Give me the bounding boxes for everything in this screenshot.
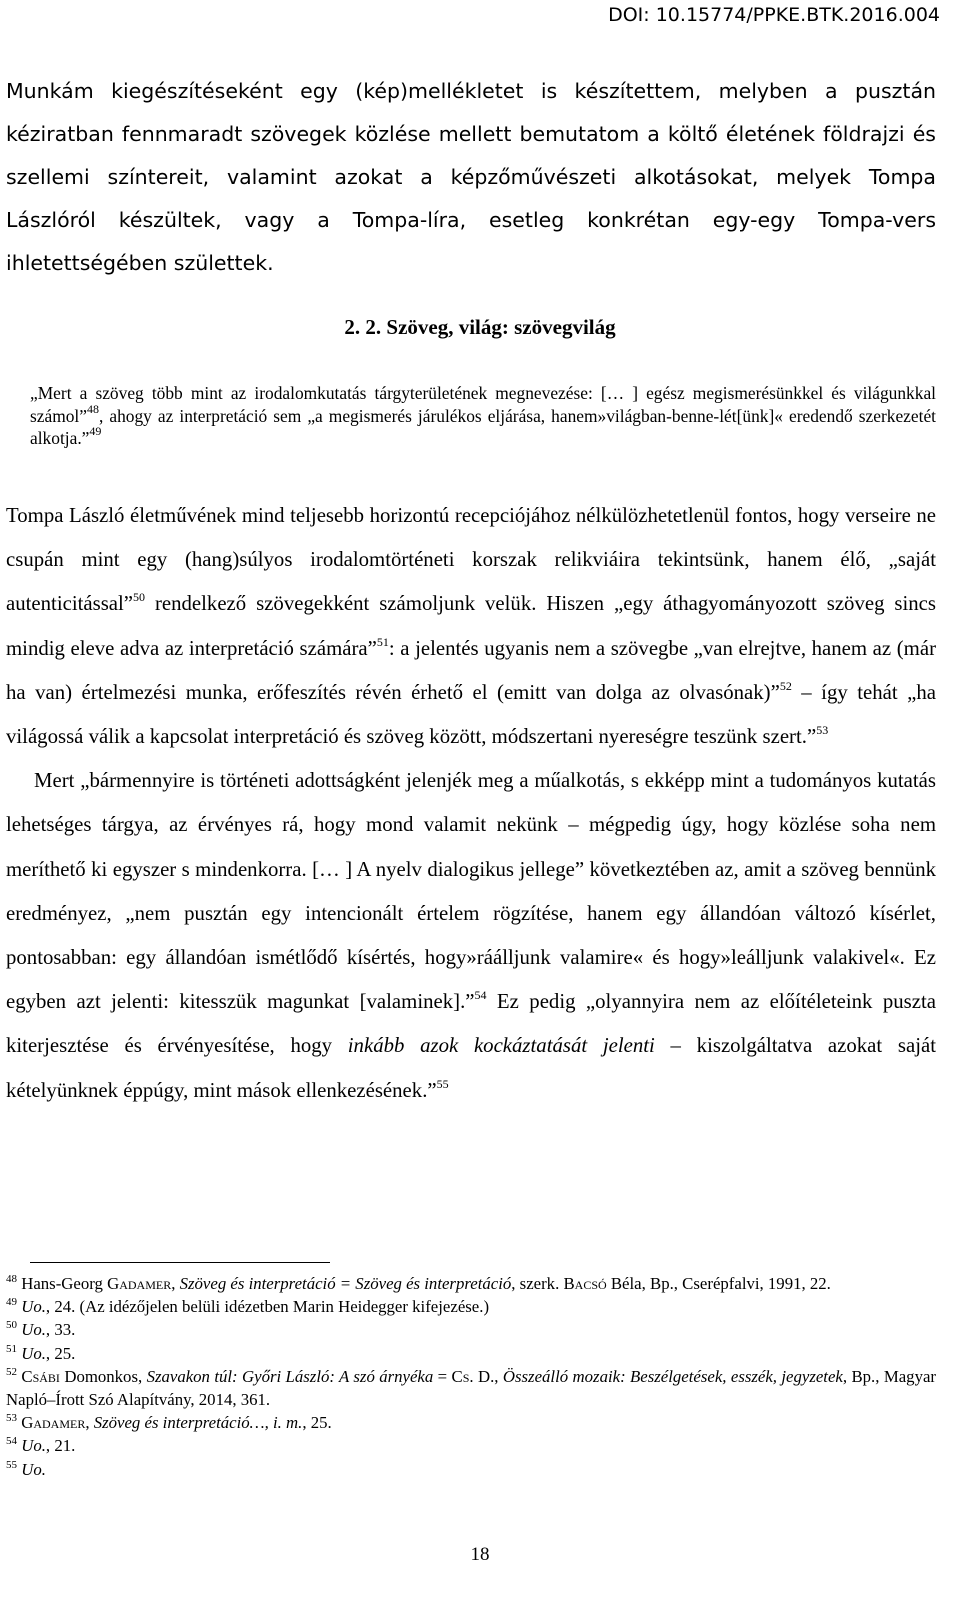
footnote-title: Uo. (21, 1343, 46, 1363)
footnote-text: , szerk. (511, 1274, 564, 1293)
footnote-title: Uo. (21, 1297, 46, 1317)
footnote-editor: Cs. D. (451, 1366, 495, 1386)
footnote-editor: Bacsó (563, 1274, 607, 1293)
body-text (6, 494, 936, 1113)
footnote-title: Uo. (21, 1320, 46, 1340)
footnote-title: Szöveg és interpretáció = Szöveg és interpretáció (179, 1274, 512, 1293)
footnote-ref-49[interactable]: 49 (89, 424, 102, 438)
footnote-50 (6, 1318, 936, 1341)
footnote-ref-54[interactable]: 54 (474, 988, 487, 1003)
footnote-title: Uo. (21, 1459, 46, 1479)
footnote-text: , (85, 1413, 94, 1433)
block-quote (30, 382, 936, 450)
intro-paragraph: Munkám kiegészítéseként egy (kép)mellékletet is készítettem, melyben a pusztán kéziratban fennmaradt szövegek közlése mellett bemutatom a költő életének földrajzi és szellemi színtereit, valamint azokat a képzőművészeti alkotásokat, melyek Tompa Lászlóról készültek, vagy a Tompa-líra, esetleg konkrétan egy-egy Tompa-vers ihletettségében születtek. (6, 79, 936, 275)
footnote-text: , (171, 1274, 180, 1293)
section-heading: 2. 2. Szöveg, világ: szövegvilág (344, 315, 616, 339)
footnote-text: Domonkos, (59, 1366, 147, 1386)
footnotes (6, 1272, 936, 1481)
footnote-55 (6, 1458, 936, 1481)
footnote-number: 49 (6, 1296, 17, 1309)
quote-text-2: , ahogy az interpretáció sem „a megismerés járulékos eljárása, hanem»világban-benne-lét[ünk]« eredendő szerkezetét alkotja.” (30, 405, 936, 448)
footnote-54 (6, 1434, 936, 1457)
footnote-number: 50 (6, 1319, 17, 1332)
footnote-number: 51 (6, 1342, 17, 1355)
footnote-number: 54 (6, 1435, 17, 1448)
footnote-text: , 33. (45, 1320, 76, 1340)
body-paragraph-1 (6, 494, 936, 759)
footnote-text: , 25. (45, 1343, 76, 1363)
footnote-author: Gadamer (21, 1413, 86, 1433)
footnote-number: 55 (6, 1458, 17, 1471)
footnote-text: , 21. (45, 1436, 76, 1456)
footnote-ref-51[interactable]: 51 (376, 634, 389, 649)
footnote-48 (6, 1272, 936, 1295)
footnote-text: , 25. (302, 1413, 332, 1433)
body-text-run: Ez pedig „olyannyira nem az előítéleteink puszta kiterjesztése és érvényesítése, hogy (6, 990, 936, 1058)
footnote-number: 48 (6, 1273, 17, 1285)
footnote-52 (6, 1365, 936, 1411)
footnote-number: 53 (6, 1412, 17, 1425)
footnote-text: Hans-Georg (21, 1274, 108, 1293)
footnote-49 (6, 1295, 936, 1318)
footnote-separator (30, 1262, 330, 1263)
doi-header: DOI: 10.15774/PPKE.BTK.2016.004 (608, 4, 940, 26)
quote-text-1: „Mert a szöveg több mint az irodalomkutatás tárgyterületének megnevezése: [… ] egész megismerésünkkel és világunkkal számol” (30, 383, 936, 426)
footnote-text: , 24. (Az idézőjelen belüli idézetben Marin Heidegger kifejezése.) (45, 1297, 490, 1317)
footnote-title: Szavakon túl: Győri László: A szó árnyéka (146, 1366, 434, 1386)
body-text-run: Mert „bármennyire is történeti adottságként jelenjék meg a műalkotás, s ekképp mint a tudományos kutatás lehetséges tárgya, az érvényes rá, hogy mond valamit nekünk – mégpedig úgy, hogy közlése soha nem meríthető ki egyszer s mindenkorra. [… ] A nyelv dialogikus jellege” következtében az, amit a szöveg bennünk eredményez, „nem pusztán egy intencionált értelem rögzítése, hanem egy állandóan változó kísérlet, pontosabban: egy állandóan ismétlődő kísértés, hogy»ráálljunk valamire« és hogy»leálljunk valakivel«. Ez egyben azt jelenti: kitesszük magunkat [valaminek].” (6, 769, 936, 1014)
footnote-ref-48[interactable]: 48 (86, 401, 99, 416)
footnote-number: 52 (6, 1365, 17, 1378)
body-text-run: Tompa László életművének mind teljesebb horizontú recepciójához nélkülözhetetlenül fontos, hogy verseire ne csupán mint egy (hang)súlyos irodalomtörténeti korszak relikviáira tekintsünk, hanem élő, „saját autenticitással” (6, 504, 936, 616)
page-number: 18 (470, 1544, 490, 1565)
emphasis-text: inkább azok kockáztatását jelenti (347, 1034, 655, 1058)
footnote-ref-55[interactable]: 55 (436, 1076, 449, 1091)
footnote-text: Béla, Bp., Cserépfalvi, 1991, 22. (606, 1274, 831, 1293)
footnote-ref-52[interactable]: 52 (779, 678, 792, 693)
footnote-53 (6, 1411, 936, 1434)
footnote-author: Csábi (21, 1366, 60, 1386)
body-paragraph-2 (6, 759, 936, 1113)
footnote-text: = (433, 1366, 452, 1386)
footnote-title: Összeálló mozaik: Beszélgetések, esszék, jegyzetek (502, 1366, 843, 1386)
footnote-ref-53[interactable]: 53 (816, 723, 829, 738)
footnote-text: , Bp., Magyar Napló–Írott Szó Alapítvány, 2014, 361. (6, 1366, 937, 1410)
footnote-title: Uo. (21, 1436, 46, 1456)
body-text-run: rendelkező szövegekként számoljunk velük. Hiszen „egy áthagyományozott szöveg sincs mindig eleve adva az interpretáció számára” (6, 592, 936, 660)
footnote-author: Gadamer (107, 1274, 172, 1293)
footnote-title: Szöveg és interpretáció…, i. m. (93, 1413, 303, 1433)
footnote-51 (6, 1342, 936, 1365)
footnote-ref-50[interactable]: 50 (133, 590, 146, 605)
footnote-text: , (494, 1366, 503, 1386)
body-text-run: – kiszolgáltatva azokat saját kételyünknek éppúgy, mint mások ellenkezésének.” (6, 1034, 936, 1102)
body-text-run: : a jelentés ugyanis nem a szövegbe „van elrejtve, hanem az (már ha van) értelmezési munka, erőfeszítés révén érhető el (emitt van dolga az olvasónak)” (6, 636, 936, 704)
body-text-run: – így tehát „ha világossá válik a kapcsolat interpretáció és szöveg között, módszertani nyereségre teszünk szert.” (6, 680, 937, 749)
